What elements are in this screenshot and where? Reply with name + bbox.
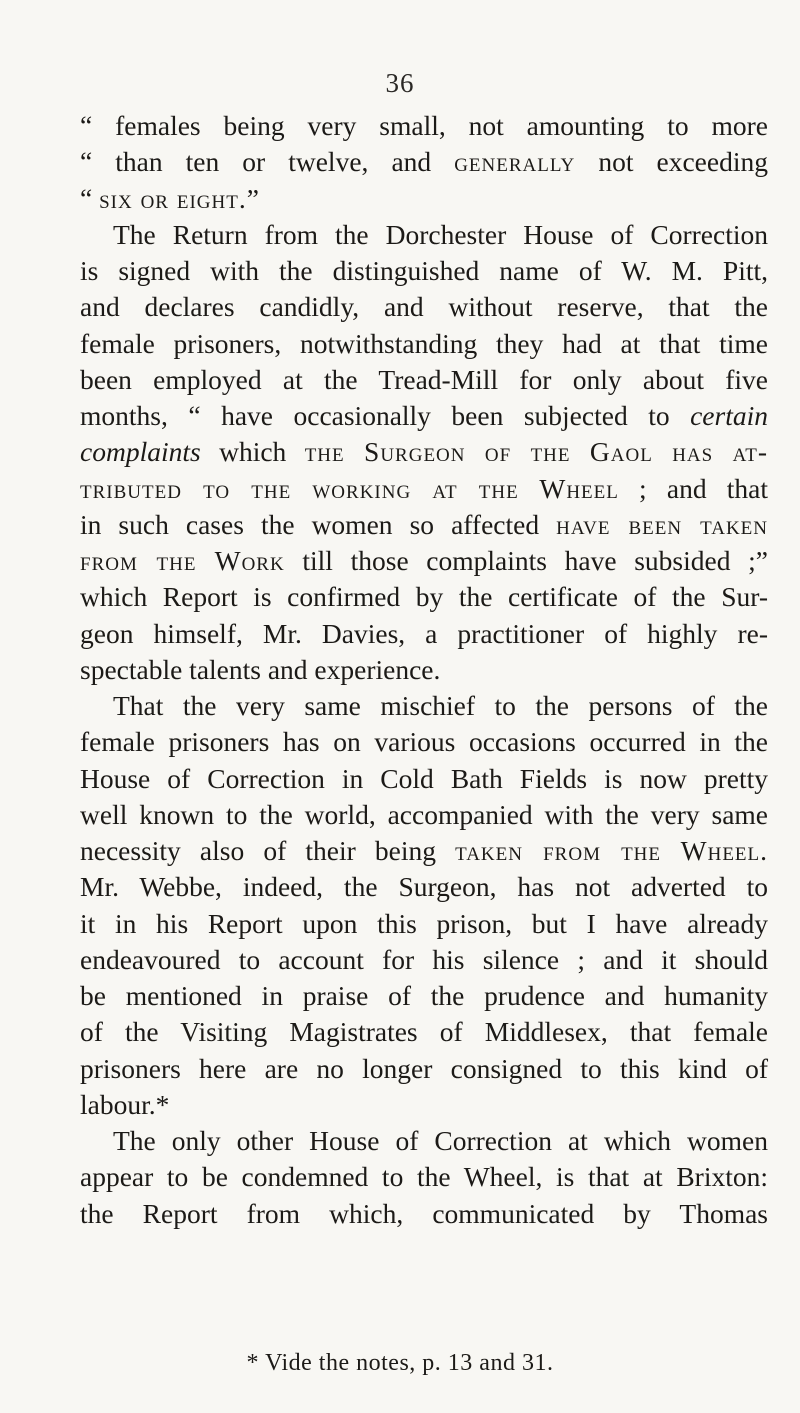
text-line [80,869,768,905]
text-run: female prisoners has on various occasions occurred in the [80,726,768,758]
text-run: appear to be condemned to the Wheel, is that at Brixton: [80,1161,768,1193]
text-run: That the very same mischief to the persons of the [113,690,768,721]
text-run: geon himself, Mr. Davies, a practitioner of highly re- [80,617,768,649]
text-line [80,471,768,507]
text-run: months, “ have occasionally been subjected to [80,400,691,431]
text-run: it in his Report upon this prison, but I have already [80,907,768,939]
text-line [80,507,768,543]
text-line [80,543,768,579]
text-run: in such cases the women so affected [80,508,557,540]
text-line [80,616,768,652]
text-run: The only other House of Correction at which women [113,1125,768,1156]
text-run: Mr. Webbe, indeed, the Surgeon, has not adverted to [80,871,768,903]
small-caps-text: from the Work [80,545,285,576]
text-run: been employed at the Tread-Mill for only about five [80,363,768,395]
text-line [80,1123,768,1159]
text-line [80,833,768,869]
text-run: be mentioned in praise of the prudence and humanity [80,980,768,1011]
text-run: labour.* [80,1088,170,1120]
text-line [80,1014,768,1050]
text-line [80,724,768,760]
small-caps-text: generally [454,146,576,178]
text-run: “ than ten or twelve, and [80,146,455,178]
text-line [80,398,768,434]
text-line [80,434,768,470]
small-caps-text: taken from the Wheel. [455,835,769,866]
text-line [80,326,768,362]
text-run: endeavoured to account for his silence ; and it should [80,943,768,975]
text-line [80,797,768,833]
text-run: House of Correction in Cold Bath Fields is now pretty [80,762,768,794]
text-line [80,688,768,724]
text-run: is signed with the distinguished name of W. M. Pitt, [80,255,768,286]
text-run: ” [246,182,259,214]
footnote: * Vide the notes, p. 13 and 31. [246,1350,554,1376]
text-run: the Report from which, communicated by Thomas [80,1197,768,1229]
text-line [80,1051,768,1087]
text-line [80,942,768,978]
text-line [80,652,768,688]
text-run: ; and that [618,472,768,504]
text-line [80,108,768,144]
text-line [80,761,768,797]
text-run: prisoners here are no longer consigned to this kind of [80,1052,768,1084]
text-run: spectable talents and experience. [80,653,441,685]
text-run: and declares candidly, and without reserve, that the [80,291,768,323]
text-run: till those complaints have subsided ;” [284,545,768,576]
text-run: “ females being very small, not amounting to more [80,110,768,141]
text-line [80,579,768,615]
text-line [80,978,768,1014]
text-run: well known to the world, accompanied with the very same [80,798,768,830]
text-line [80,362,768,398]
text-line [80,181,768,217]
text-run: of the Visiting Magistrates of Middlesex, that female [80,1016,768,1048]
text-line [80,289,768,325]
text-run: female prisoners, notwithstanding they had at that time [80,327,768,359]
small-caps-text: the Surgeon of the Gaol has at- [304,436,768,468]
text-run: not exceeding [575,146,768,178]
small-caps-text: have been taken [556,508,769,540]
text-line [80,253,768,289]
text-run: “ [80,182,100,214]
text-line [80,144,768,180]
text-line [80,1196,768,1232]
italic-text: complaints [80,436,201,468]
text-line [80,217,768,253]
text-run: The Return from the Dorchester House of Correction [113,218,768,250]
text-line [80,1159,768,1195]
text-run: necessity also of their being [80,835,456,866]
italic-text: certain [690,400,768,431]
text-line [80,1087,768,1123]
small-caps-text: tributed to the working at the Wheel [80,472,619,504]
page-number: 36 [385,68,415,98]
small-caps-text: six or eight. [99,182,247,214]
text-run: which [200,436,305,468]
text-run: which Report is confirmed by the certificate of the Sur- [80,581,768,613]
text-line [80,906,768,942]
